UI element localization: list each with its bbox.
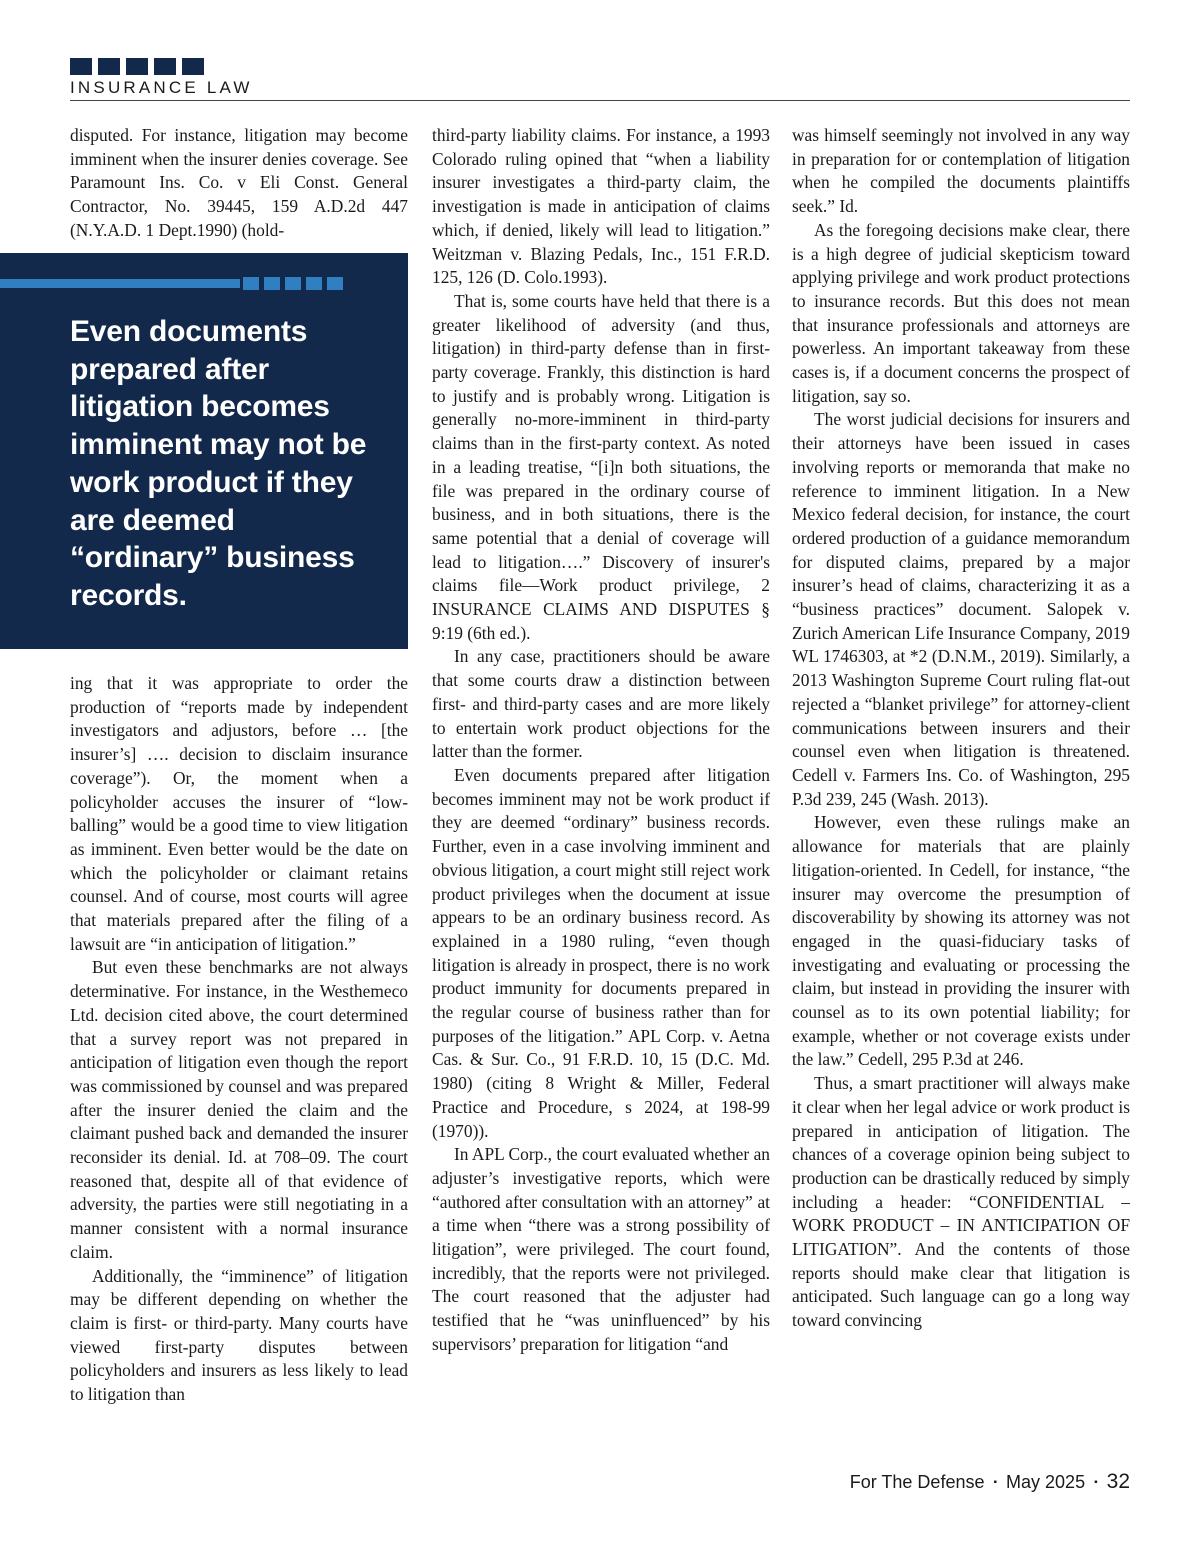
pull-quote-box xyxy=(0,253,408,649)
column-1-top xyxy=(70,124,408,243)
footer-separator: ▪ xyxy=(993,1476,998,1488)
header-rule xyxy=(70,100,1130,101)
paragraph: disputed. For instance, litigation may become imminent when the insurer denies coverage. See Paramount Ins. Co. v Eli Const. General Contractor, No. 39445, 159 A.D.2d 447 (N.Y.A.D. 1 Dept.1990) (hold- xyxy=(70,125,408,240)
pull-quote-text: Even documents prepared after litigation becomes imminent may not be work product if they are deemed “ordinary” business records. xyxy=(70,315,367,612)
paragraph: Additionally, the “imminence” of litigation may be different depending on whether the claim is first- or third-party. Many courts have viewed first-party disputes between policyholders and insurers as less likely to lead to litigation than xyxy=(70,1265,408,1405)
column-1-bottom xyxy=(70,672,408,1407)
paragraph: was himself seemingly not involved in any way in preparation for or contemplation of litigation when he compiled the documents plaintiffs seek.” Id. xyxy=(792,125,1130,217)
paragraph: In APL Corp., the court evaluated whether an adjuster’s investigative reports, which were “authored after consultation with an attorney” at a time when “there was a strong possibility of litigation”, were privileged. The court found, incredibly, that the reports were not privileged. The court reasoned that the adjuster had testified that he “was uninfluenced” by his supervisors’ preparation for litigation “and xyxy=(432,1144,770,1354)
column-3 xyxy=(792,124,1130,1333)
paragraph: The worst judicial decisions for insurers and their attorneys have been issued in cases involving reports or memoranda that make no reference to imminent litigation. In a New Mexico federal decision, for instance, the court ordered production of a guidance memorandum for disputed claims, prepared by a major insurer’s head of claims, characterizing it as a “business practices” document. Salopek v. Zurich American Life Insurance Company, 2019 WL 1746303, at *2 (D.N.M., 2019). Similarly, a 2013 Washington Supreme Court ruling flat-out rejected a “blanket privilege” for attorney-client communications between insurers and their counsel even when litigation is threatened. Cedell v. Farmers Ins. Co. of Washington, 295 P.3d 239, 245 (Wash. 2013). xyxy=(792,409,1130,809)
pull-quote-stripe xyxy=(0,279,240,288)
paragraph: ing that it was appropriate to order the production of “reports made by independent investigators and adjustors, before … [the insurer’s] …. decision to disclaim insurance coverage”). Or, the moment when a policyholder accuses the insurer of “low-balling” would be a good time to view litigation as imminent. Even better would be the date on which the policyholder or claimant retains counsel. And of course, most courts will agree that materials prepared after the filing of a lawsuit are “in anticipation of litigation.” xyxy=(70,673,408,954)
publication-name: For The Defense xyxy=(849,1471,985,1492)
paragraph: However, even these rulings make an allowance for materials that are plainly litigation-oriented. In Cedell, for instance, “the insurer may overcome the presumption of discoverability by showing its attorney was not engaged in the quasi-fiduciary tasks of investigating and evaluating or processing the claim, but instead in providing the insurer with counsel as to its own potential liability; for example, whether or not coverage exists under the law.” Cedell, 295 P.3d at 246. xyxy=(792,812,1130,1070)
column-2 xyxy=(432,124,770,1357)
paragraph: Thus, a smart practitioner will always make it clear when her legal advice or work product is prepared in anticipation of litigation. The chances of a coverage opinion being subject to production can be drastically reduced by simply including a header: “CONFIDENTIAL – WORK PRODUCT – IN ANTICIPATION OF LITIGATION”. And the contents of those reports should make clear that litigation is anticipated. Such language can go a long way toward convincing xyxy=(792,1073,1130,1331)
page-footer xyxy=(850,1470,1130,1494)
section-label: INSURANCE LAW xyxy=(70,78,253,97)
paragraph: As the foregoing decisions make clear, there is a high degree of judicial skepticism toward applying privilege and work product protections to insurance records. But this does not mean that insurance professionals and attorneys are powerless. An important takeaway from these cases is, if a document concerns the prospect of litigation, say so. xyxy=(792,219,1130,406)
footer-separator: ▪ xyxy=(1094,1476,1098,1488)
paragraph: In any case, practitioners should be aware that some courts draw a distinction between first- and third-party cases and are more likely to entertain work product objections for the latter than the former. xyxy=(432,646,770,762)
paragraph: That is, some courts have held that there is a greater likelihood of adversity (and thus, litigation) in third-party defense than in first-party coverage. Frankly, this distinction is hard to justify and is probably wrong. Litigation is generally no-more-imminent in third-party claims than in the first-party context. As noted in a leading treatise, “[i]n both situations, the file was prepared in the ordinary course of business, and in both situations, there is the same potential that a denial of coverage will lead to litigation….” Discovery of insurer's claims file—Work product privilege, 2 INSURANCE CLAIMS AND DISPUTES § 9:19 (6th ed.). xyxy=(432,290,770,643)
paragraph: third-party liability claims. For instance, a 1993 Colorado ruling opined that “when a liability insurer investigates a third-party claim, the investigation is made in anticipation of claims which, if denied, likely will lead to litigation.” Weitzman v. Blazing Pedals, Inc., 151 F.R.D. 125, 126 (D. Colo.1993). xyxy=(432,125,770,288)
page-number: 32 xyxy=(1106,1470,1130,1493)
paragraph: Even documents prepared after litigation becomes imminent may not be work product if they are deemed “ordinary” business records. Further, even in a case involving imminent and obvious litigation, a court might still reject work product privileges when the document at issue appears to be an ordinary business record. As explained in a 1980 ruling, “even though litigation is already in prospect, there is no work product immunity for documents prepared in the regular course of business rather than for purposes of the litigation.” APL Corp. v. Aetna Cas. & Sur. Co., 91 F.R.D. 10, 15 (D.C. Md. 1980) (citing 8 Wright & Miller, Federal Practice and Procedure, s 2024, at 198-99 (1970)). xyxy=(432,764,770,1141)
pull-quote-squares-ornament xyxy=(243,277,343,290)
paragraph: But even these benchmarks are not always determinative. For instance, in the Westhemeco Ltd. decision cited above, the court determined that a survey report was not prepared in anticipation of litigation even though the report was commissioned by counsel and was prepared after the insurer denied the claim and the claimant pushed back and demanded the insurer reconsider its denial. Id. at 708–09. The court reasoned that, despite all of that evidence of adversity, the parties were still negotiating in a manner consistent with a normal insurance claim. xyxy=(70,957,408,1262)
header-squares-ornament xyxy=(70,58,1130,75)
issue-date: May 2025 xyxy=(1006,1471,1086,1492)
page-header xyxy=(70,58,1130,98)
